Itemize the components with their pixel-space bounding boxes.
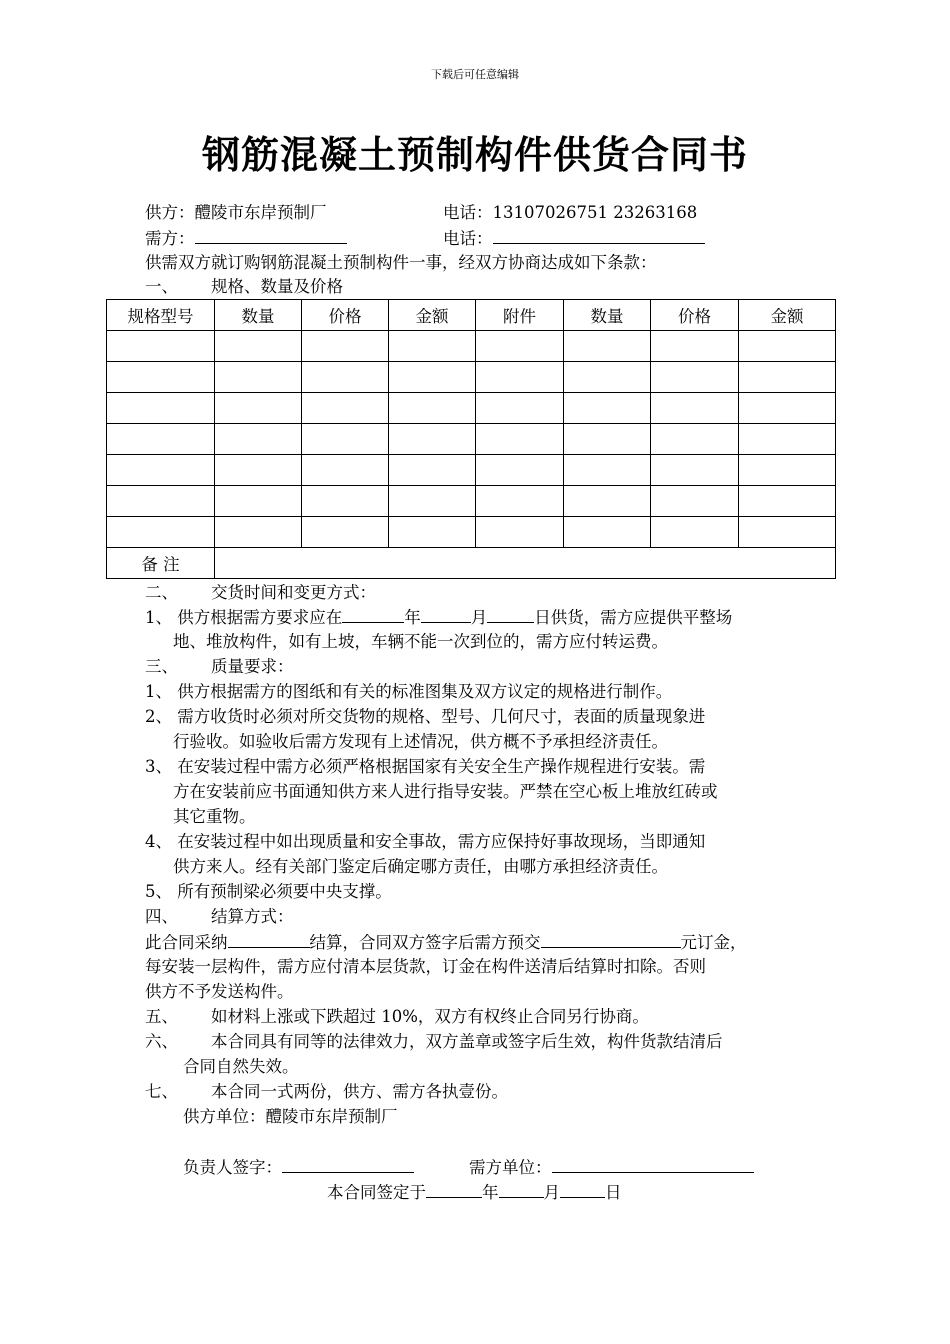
col-header-qty-2: 数量 xyxy=(564,300,651,331)
col-header-amount: 金额 xyxy=(389,300,476,331)
supplier-name: 醴陵市东岸预制厂 xyxy=(194,203,327,222)
section-6-line1: 六、 本合同具有同等的法律效力，双方盖章或签字后生效，构件货款结清后 xyxy=(145,1032,723,1051)
col-header-attachment: 附件 xyxy=(476,300,564,331)
col-header-amount-2: 金额 xyxy=(739,300,836,331)
table-cell[interactable] xyxy=(215,486,302,517)
sec3-item3-line1: 3、 在安装过程中需方必须严格根据国家有关安全生产操作规程进行安装。需 xyxy=(145,757,706,776)
table-header-row xyxy=(107,300,836,331)
section-2-title: 交货时间和变更方式： xyxy=(211,583,376,602)
table-cell[interactable] xyxy=(476,424,564,455)
table-cell[interactable] xyxy=(476,517,564,548)
sec3-item3-line2: 方在安装前应书面通知供方来人进行指导安装。严禁在空心板上堆放红砖或 xyxy=(173,782,718,801)
buyer-unit-blank[interactable] xyxy=(552,1154,754,1173)
buyer-phone-label: 电话： xyxy=(443,229,493,248)
buyer-unit-line: 需方单位： xyxy=(469,1154,754,1180)
table-cell[interactable] xyxy=(389,455,476,486)
table-cell[interactable] xyxy=(739,362,836,393)
sec3-item5: 5、 所有预制梁必须要中央支撑。 xyxy=(145,882,392,901)
table-cell[interactable] xyxy=(302,424,389,455)
sec4-line2: 每安装一层构件，需方应付清本层货款，订金在构件送清后结算时扣除。否则 xyxy=(145,957,706,976)
table-cell[interactable] xyxy=(302,393,389,424)
table-cell[interactable] xyxy=(302,331,389,362)
table-cell[interactable] xyxy=(476,362,564,393)
buyer-label: 需方： xyxy=(145,229,195,248)
table-cell[interactable] xyxy=(215,393,302,424)
supplier-unit: 供方单位：醴陵市东岸预制厂 xyxy=(183,1107,398,1126)
buyer-phone-blank[interactable] xyxy=(493,225,705,244)
table-cell[interactable] xyxy=(739,486,836,517)
table-cell[interactable] xyxy=(739,455,836,486)
table-cell[interactable] xyxy=(651,455,739,486)
phone-label: 电话： xyxy=(443,203,493,222)
spec-table xyxy=(106,299,836,579)
sec4-line1: 此合同采纳 结算，合同双方签字后需方预交 元订金， xyxy=(145,929,747,955)
section-7: 七、 本合同一式两份，供方、需方各执壹份。 xyxy=(145,1082,508,1101)
sec3-item2-line2: 行验收。如验收后需方发现有上述情况，供方概不予承担经济责任。 xyxy=(173,732,668,751)
deposit-amount-blank[interactable] xyxy=(541,929,681,948)
table-cell[interactable] xyxy=(564,362,651,393)
table-cell[interactable] xyxy=(739,331,836,362)
table-cell[interactable] xyxy=(302,362,389,393)
table-cell[interactable] xyxy=(564,455,651,486)
table-cell[interactable] xyxy=(302,486,389,517)
remarks-label: 备 注 xyxy=(107,548,215,579)
table-cell[interactable] xyxy=(107,455,215,486)
section-2-heading xyxy=(145,580,376,605)
supplier-phone: 13107026751 23263168 xyxy=(492,203,698,222)
section-4-heading: 四、 结算方式： xyxy=(145,907,294,926)
table-cell[interactable] xyxy=(389,331,476,362)
table-cell[interactable] xyxy=(564,424,651,455)
signing-date-line: 本合同签定于 年 月 日 xyxy=(327,1179,622,1205)
table-cell[interactable] xyxy=(564,331,651,362)
table-cell[interactable] xyxy=(739,424,836,455)
table-cell[interactable] xyxy=(215,424,302,455)
buyer-name-blank[interactable] xyxy=(195,225,347,244)
sec4-line3: 供方不予发送构件。 xyxy=(145,982,294,1001)
table-row xyxy=(107,486,836,517)
table-cell[interactable] xyxy=(302,517,389,548)
sec3-item4-line2: 供方来人。经有关部门鉴定后确定哪方责任，由哪方承担经济责任。 xyxy=(173,857,668,876)
header-note: 下载后可任意编辑 xyxy=(431,68,519,81)
table-row xyxy=(107,455,836,486)
section-6-line2: 合同自然失效。 xyxy=(183,1057,299,1076)
table-cell[interactable] xyxy=(107,393,215,424)
delivery-year-blank[interactable] xyxy=(342,604,404,623)
table-cell[interactable] xyxy=(389,517,476,548)
sec2-item1-line1: 1、 供方根据需方要求应在 年 月 日供货，需方应提供平整场 xyxy=(145,604,732,630)
supplier-label: 供方： xyxy=(145,203,195,222)
table-cell[interactable] xyxy=(107,362,215,393)
table-cell[interactable] xyxy=(389,393,476,424)
table-cell[interactable] xyxy=(739,393,836,424)
table-cell[interactable] xyxy=(564,517,651,548)
section-3-heading: 三、 质量要求： xyxy=(145,657,294,676)
signing-year-blank[interactable] xyxy=(426,1179,482,1198)
supplier-line xyxy=(145,200,327,225)
table-cell[interactable] xyxy=(107,517,215,548)
signer-signature-blank[interactable] xyxy=(282,1154,414,1173)
col-header-qty: 数量 xyxy=(215,300,302,331)
table-row xyxy=(107,517,836,548)
section-1-num: 一、 xyxy=(145,277,178,296)
table-cell[interactable] xyxy=(476,455,564,486)
table-cell[interactable] xyxy=(215,517,302,548)
supplier-phone-line xyxy=(443,200,697,225)
delivery-month-blank[interactable] xyxy=(421,604,471,623)
table-cell[interactable] xyxy=(651,424,739,455)
delivery-day-blank[interactable] xyxy=(487,604,534,623)
table-cell[interactable] xyxy=(651,517,739,548)
table-cell[interactable] xyxy=(107,331,215,362)
remarks-cell[interactable] xyxy=(215,548,836,579)
table-cell[interactable] xyxy=(389,424,476,455)
signing-month-blank[interactable] xyxy=(499,1179,544,1198)
table-cell[interactable] xyxy=(389,486,476,517)
section-1-heading xyxy=(145,274,343,299)
signing-day-blank[interactable] xyxy=(560,1179,605,1198)
sec2-item1-line2: 地、堆放构件，如有上坡，车辆不能一次到位的，需方应付转运费。 xyxy=(173,632,668,651)
col-header-price: 价格 xyxy=(302,300,389,331)
buyer-line xyxy=(145,225,347,251)
col-header-spec: 规格型号 xyxy=(107,300,215,331)
signer-line: 负责人签字： xyxy=(183,1154,414,1180)
table-cell[interactable] xyxy=(476,393,564,424)
table-cell[interactable] xyxy=(651,486,739,517)
table-cell[interactable] xyxy=(215,362,302,393)
table-cell[interactable] xyxy=(739,517,836,548)
intro-text: 供需双方就订购钢筋混凝土预制构件一事，经双方协商达成如下条款： xyxy=(145,253,657,272)
table-row xyxy=(107,331,836,362)
table-cell[interactable] xyxy=(651,362,739,393)
table-cell[interactable] xyxy=(564,393,651,424)
table-cell[interactable] xyxy=(651,331,739,362)
table-cell[interactable] xyxy=(651,393,739,424)
table-row xyxy=(107,424,836,455)
table-cell[interactable] xyxy=(389,362,476,393)
buyer-phone-line xyxy=(443,225,705,251)
table-cell[interactable] xyxy=(107,424,215,455)
table-cell[interactable] xyxy=(564,486,651,517)
table-cell[interactable] xyxy=(476,331,564,362)
section-2-num: 二、 xyxy=(145,583,178,602)
sec3-item4-line1: 4、 在安装过程中如出现质量和安全事故，需方应保持好事故现场，当即通知 xyxy=(145,832,706,851)
table-row xyxy=(107,362,836,393)
table-cell[interactable] xyxy=(215,331,302,362)
col-header-price-2: 价格 xyxy=(651,300,739,331)
table-cell[interactable] xyxy=(476,486,564,517)
table-cell[interactable] xyxy=(107,486,215,517)
table-cell[interactable] xyxy=(302,455,389,486)
table-row xyxy=(107,393,836,424)
sec3-item3-line3: 其它重物。 xyxy=(173,807,256,826)
section-1-title: 规格、数量及价格 xyxy=(211,277,343,296)
remarks-row xyxy=(107,548,836,579)
sec3-item1: 1、 供方根据需方的图纸和有关的标准图集及双方议定的规格进行制作。 xyxy=(145,682,673,701)
table-cell[interactable] xyxy=(215,455,302,486)
sec3-item2-line1: 2、 需方收货时必须对所交货物的规格、型号、几何尺寸，表面的质量现象进 xyxy=(145,707,706,726)
document-title: 钢筋混凝土预制构件供货合同书 xyxy=(201,133,748,177)
settlement-method-blank[interactable] xyxy=(228,929,310,948)
section-5: 五、 如材料上涨或下跌超过 10%，双方有权终止合同另行协商。 xyxy=(145,1007,649,1026)
